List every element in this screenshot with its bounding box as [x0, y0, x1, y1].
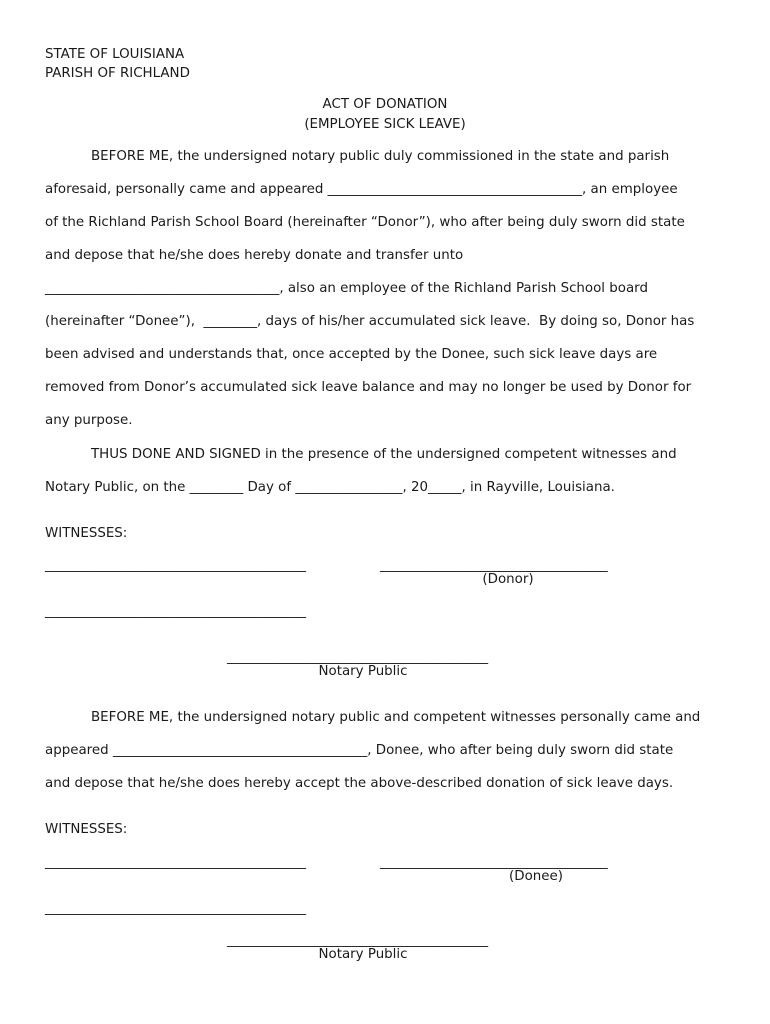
donation-line: aforesaid, personally came and appeared ______________________________________, an employee	[45, 182, 678, 197]
donor-caption: (Donor)	[482, 572, 534, 587]
signed-line: Notary Public, on the ________ Day of ________________, 20_____, in Rayville, Louisiana.	[45, 480, 615, 495]
donation-line: and depose that he/she does hereby donate and transfer unto	[45, 248, 464, 263]
donation-line: of the Richland Parish School Board (hereinafter “Donor”), who after being duly sworn did state	[45, 215, 685, 230]
donation-line: any purpose.	[45, 413, 133, 428]
notary-signature-line[interactable]: _______________________________________	[227, 650, 489, 665]
donee-signature-line[interactable]: __________________________________	[380, 855, 608, 870]
notary-signature-line[interactable]: _______________________________________	[227, 933, 489, 948]
witness-signature-line[interactable]: _______________________________________	[45, 855, 307, 870]
donee-caption	[380, 869, 636, 885]
donation-line: removed from Donor’s accumulated sick leave balance and may no longer be used by Donor for	[45, 380, 692, 395]
donee-caption-text: (Donee)	[509, 869, 563, 884]
donor-signature-line[interactable]: __________________________________	[380, 558, 608, 573]
acceptance-line: BEFORE ME, the undersigned notary public and competent witnesses personally came and	[91, 710, 701, 725]
donation-line: (hereinafter “Donee”), ________, days of his/her accumulated sick leave. By doing so, Donor has	[45, 314, 695, 329]
acceptance-line: and depose that he/she does hereby accept the above-described donation of sick leave days.	[45, 776, 674, 791]
donation-line: BEFORE ME, the undersigned notary public duly commissioned in the state and parish	[91, 149, 670, 164]
notary-caption: Notary Public	[318, 664, 408, 679]
donation-line: been advised and understands that, once accepted by the Donee, such sick leave days are	[45, 347, 658, 362]
witnesses-heading: WITNESSES:	[45, 822, 128, 837]
notary-caption: Notary Public	[318, 947, 408, 962]
acceptance-line: appeared ______________________________________, Donee, who after being duly sworn did state	[45, 743, 674, 758]
witness-signature-line[interactable]: _______________________________________	[45, 901, 307, 916]
document-subtitle: (EMPLOYEE SICK LEAVE)	[304, 117, 466, 132]
header-parish: PARISH OF RICHLAND	[45, 66, 190, 81]
donation-line: ___________________________________, also an employee of the Richland Parish School board	[45, 281, 648, 296]
witnesses-heading: WITNESSES:	[45, 526, 128, 541]
document-title: ACT OF DONATION	[322, 97, 448, 112]
witness-signature-line[interactable]: _______________________________________	[45, 604, 307, 619]
signed-line: THUS DONE AND SIGNED in the presence of the undersigned competent witnesses and	[91, 447, 677, 462]
witness-signature-line[interactable]: _______________________________________	[45, 558, 307, 573]
header-state: STATE OF LOUISIANA	[45, 47, 185, 62]
